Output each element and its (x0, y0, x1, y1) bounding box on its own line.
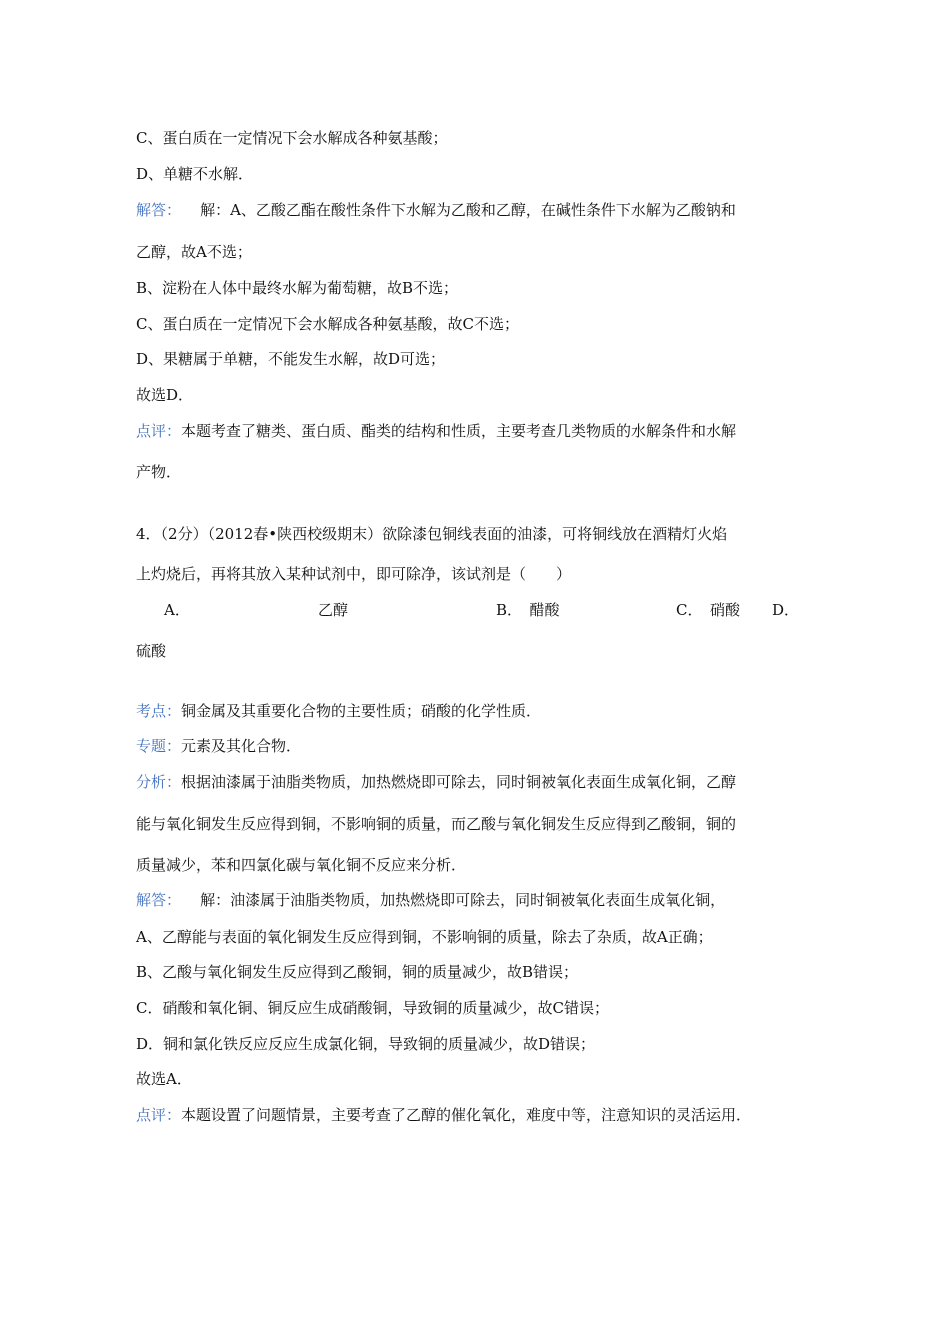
comment-label: 点评： (136, 1106, 182, 1124)
q4-answer-line-4: C．硝酸和氧化铜、铜反应生成硝酸铜，导致铜的质量减少，故C错误； (136, 999, 609, 1017)
q3-comment-line-2: 产物． (136, 463, 182, 481)
q3-answer-line-1 (136, 200, 736, 220)
q4-answer-line-3: B、乙酸与氧化铜发生反应得到乙酸铜，铜的质量减少，故B错误； (136, 963, 579, 981)
q4-fenxi-line-3: 质量减少，苯和四氯化碳与氧化铜不反应来分析． (136, 856, 467, 874)
q4-zhuanti (136, 736, 301, 756)
zhuanti-text: 元素及其化合物． (181, 737, 302, 755)
q4-kaodian (136, 701, 541, 721)
zhuanti-label: 专题： (136, 737, 182, 755)
fenxi-text: 根据油漆属于油脂类物质，加热燃烧即可除去，同时铜被氧化表面生成氧化铜，乙醇 (181, 773, 737, 791)
q4-answer-line-5: D．铜和氯化铁反应反应生成氯化铜，导致铜的质量减少，故D错误； (136, 1035, 596, 1053)
q4-fenxi-line-1 (136, 772, 736, 792)
q3-answer-line-4: C、蛋白质在一定情况下会水解成各种氨基酸，故C不选； (136, 315, 519, 333)
comment-text: 本题考查了糖类、蛋白质、酯类的结构和性质，主要考查几类物质的水解条件和水解 (181, 422, 737, 440)
q4-answer-line-2: A、乙醇能与表面的氧化铜发生反应得到铜，不影响铜的质量，除去了杂质，故A正确； (136, 928, 713, 946)
comment-label: 点评： (136, 422, 182, 440)
q3-comment-line-1 (136, 421, 736, 441)
q3-answer-line-3: B、淀粉在人体中最终水解为葡萄糖，故B不选； (136, 279, 459, 297)
q4-option-a-text: 乙醇 (318, 601, 349, 619)
q3-answer-line-5: D、果糖属于单糖，不能发生水解，故D可选； (136, 350, 446, 368)
comment-text: 本题设置了问题情景，主要考查了乙醇的催化氧化，难度中等，注意知识的灵活运用． (181, 1106, 752, 1124)
kaodian-text: 铜金属及其重要化合物的主要性质；硝酸的化学性质． (181, 702, 542, 720)
q4-option-c: C． 硝酸 (676, 601, 740, 619)
q4-answer-line-1 (136, 890, 725, 910)
answer-text: 解：油漆属于油脂类物质，加热燃烧即可除去，同时铜被氧化表面生成氧化铜， (200, 891, 726, 909)
q4-option-d-text: 硫酸 (136, 642, 167, 660)
q4-stem-line-2: 上灼烧后，再将其放入某种试剂中，即可除净，该试剂是（ ） (136, 565, 572, 583)
q4-option-b: B． 醋酸 (496, 601, 560, 619)
q4-option-a-letter: A． (164, 601, 190, 619)
fenxi-label: 分析： (136, 773, 182, 791)
answer-label: 解答： (136, 891, 182, 909)
q4-fenxi-line-2: 能与氧化铜发生反应得到铜，不影响铜的质量，而乙酸与氧化铜发生反应得到乙酸铜，铜的 (136, 815, 737, 833)
q3-option-d: D、单糖不水解． (136, 165, 254, 183)
q4-answer-line-6: 故选A． (136, 1070, 192, 1088)
q3-option-c: C、蛋白质在一定情况下会水解成各种氨基酸； (136, 129, 448, 147)
q4-stem-line-1: 4．（2分）（2012春•陕西校级期末）欲除漆包铜线表面的油漆，可将铜线放在酒精灯火焰 (136, 525, 728, 543)
q4-comment (136, 1105, 751, 1125)
q3-answer-line-2: 乙醇，故A不选； (136, 243, 252, 261)
q4-option-d-letter: D． (772, 601, 800, 619)
answer-text: 解：A、乙酸乙酯在酸性条件下水解为乙酸和乙醇，在碱性条件下水解为乙酸钠和 (200, 201, 736, 219)
answer-label: 解答： (136, 201, 182, 219)
kaodian-label: 考点： (136, 702, 182, 720)
q3-answer-line-6: 故选D． (136, 386, 194, 404)
